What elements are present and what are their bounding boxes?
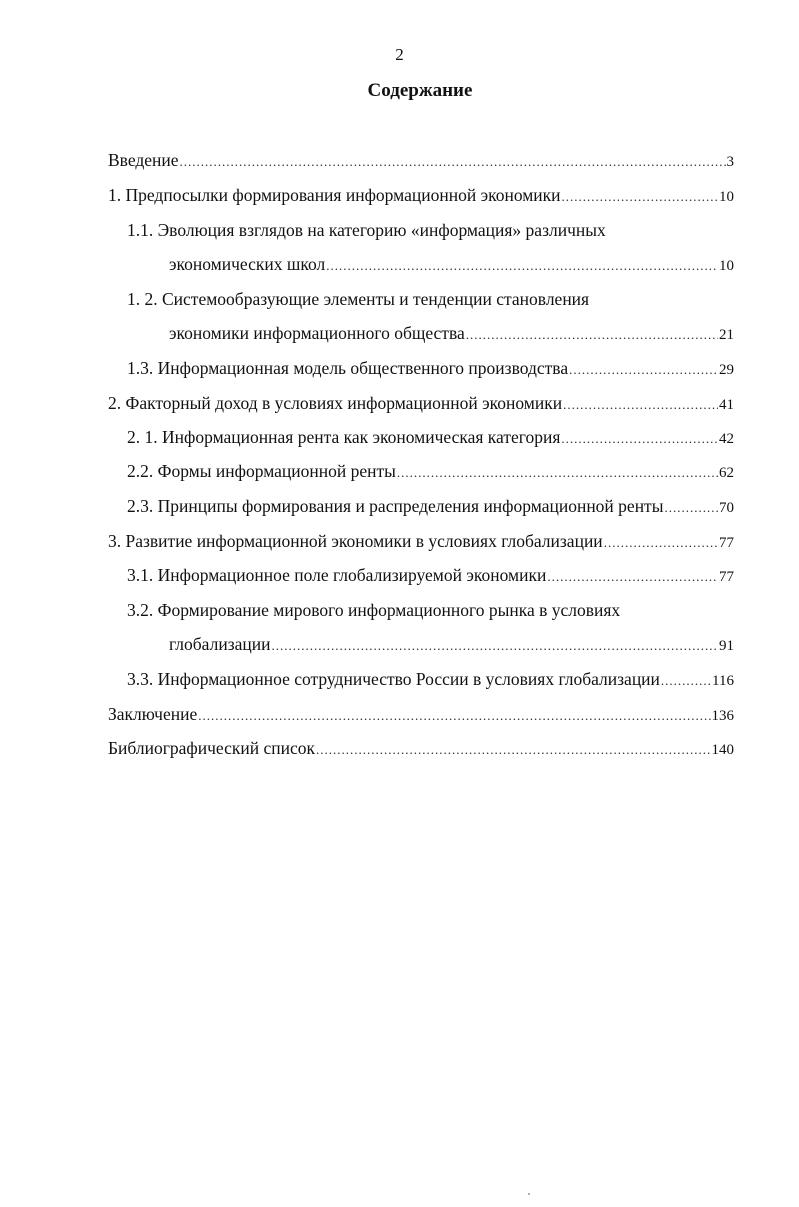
- toc-entry-title: 1. Предпосылки формирования информационной экономики: [108, 185, 561, 205]
- toc-dot-leader: [326, 254, 718, 278]
- toc-dot-leader: [661, 669, 711, 693]
- toc-dot-leader: [604, 531, 718, 555]
- toc-entry-page: 42: [719, 431, 734, 447]
- toc-entry: [127, 563, 734, 589]
- toc-entry-page: 41: [719, 397, 734, 413]
- toc-dot-leader: [397, 461, 718, 485]
- toc-entry-page: 116: [712, 673, 734, 689]
- toc-entry-page: 140: [711, 742, 734, 758]
- toc-entry: [108, 736, 734, 762]
- toc-dot-leader: [563, 393, 718, 417]
- toc-entry: [169, 632, 734, 658]
- toc-dot-leader: [664, 496, 718, 520]
- toc-entry-title: глобализации: [169, 634, 271, 654]
- toc-entry: [108, 391, 734, 417]
- toc-entry: [127, 425, 734, 451]
- toc-entry-title: 1.3. Информационная модель общественного производства: [127, 358, 569, 378]
- toc-entry-title: Библиографический список: [108, 738, 316, 758]
- page-title: Содержание: [367, 80, 473, 101]
- toc-entry-title: экономики информационного общества: [169, 323, 465, 343]
- toc-entry-page: 62: [719, 465, 734, 481]
- toc-entry-title: 2. Факторный доход в условиях информационной экономики: [108, 393, 563, 413]
- toc-entry: [127, 287, 589, 311]
- toc-dot-leader: [561, 427, 718, 451]
- toc-entry: [127, 598, 620, 622]
- toc-entry-title: Введение: [108, 150, 179, 170]
- page-number: 2: [395, 45, 404, 64]
- toc-entry-page: 136: [711, 708, 734, 724]
- toc-entry: [127, 667, 734, 693]
- toc-dot-leader: [466, 323, 718, 347]
- toc-entry: [127, 494, 734, 520]
- toc-entry-page: 77: [719, 569, 734, 585]
- toc-entry: [108, 183, 734, 209]
- toc-entry: [108, 702, 734, 728]
- toc-entry-page: 29: [719, 362, 734, 378]
- toc-entry-title: экономических школ: [169, 254, 326, 274]
- toc-entry-page: 10: [719, 189, 734, 205]
- toc-entry: [127, 356, 734, 382]
- scan-speck: [528, 1193, 530, 1195]
- toc-entry-title: 3. Развитие информационной экономики в условиях глобализации: [108, 531, 603, 551]
- toc-entry-page: 21: [719, 327, 734, 343]
- toc-entry-page: 10: [719, 258, 734, 274]
- toc-entry-title: 3.2. Формирование мирового информационного рынка в условиях: [127, 600, 621, 620]
- toc-dot-leader: [198, 704, 710, 728]
- toc-entry: [169, 252, 734, 278]
- toc-dot-leader: [562, 185, 718, 209]
- toc-entry-page: 77: [719, 535, 734, 551]
- toc-entry-title: 3.1. Информационное поле глобализируемой экономики: [127, 565, 547, 585]
- toc-entry-title: 3.3. Информационное сотрудничество России в условиях глобализации: [127, 669, 660, 689]
- toc-entry: [127, 218, 606, 242]
- toc-dot-leader: [569, 358, 718, 382]
- toc-dot-leader: [316, 738, 710, 762]
- toc-entry: [108, 148, 734, 174]
- toc-entry-title: 2. 1. Информационная рента как экономическая категория: [127, 427, 561, 447]
- toc-entry-page: 3: [726, 154, 734, 170]
- toc-dot-leader: [547, 565, 718, 589]
- toc-entry-title: 2.3. Принципы формирования и распределения информационной ренты: [127, 496, 664, 516]
- toc-dot-leader: [180, 150, 726, 174]
- toc-entry-title: 2.2. Формы информационной ренты: [127, 461, 396, 481]
- toc-entry-title: 1.1. Эволюция взглядов на категорию «информация» различных: [127, 220, 606, 240]
- toc-entry: [108, 529, 734, 555]
- toc-entry-page: 91: [719, 638, 734, 654]
- toc-entry-title: Заключение: [108, 704, 198, 724]
- toc-dot-leader: [271, 634, 718, 658]
- toc-entry-title: 1. 2. Системообразующие элементы и тенденции становления: [127, 289, 590, 309]
- toc-entry-page: 70: [719, 500, 734, 516]
- toc-entry: [127, 459, 734, 485]
- toc-entry: [169, 321, 734, 347]
